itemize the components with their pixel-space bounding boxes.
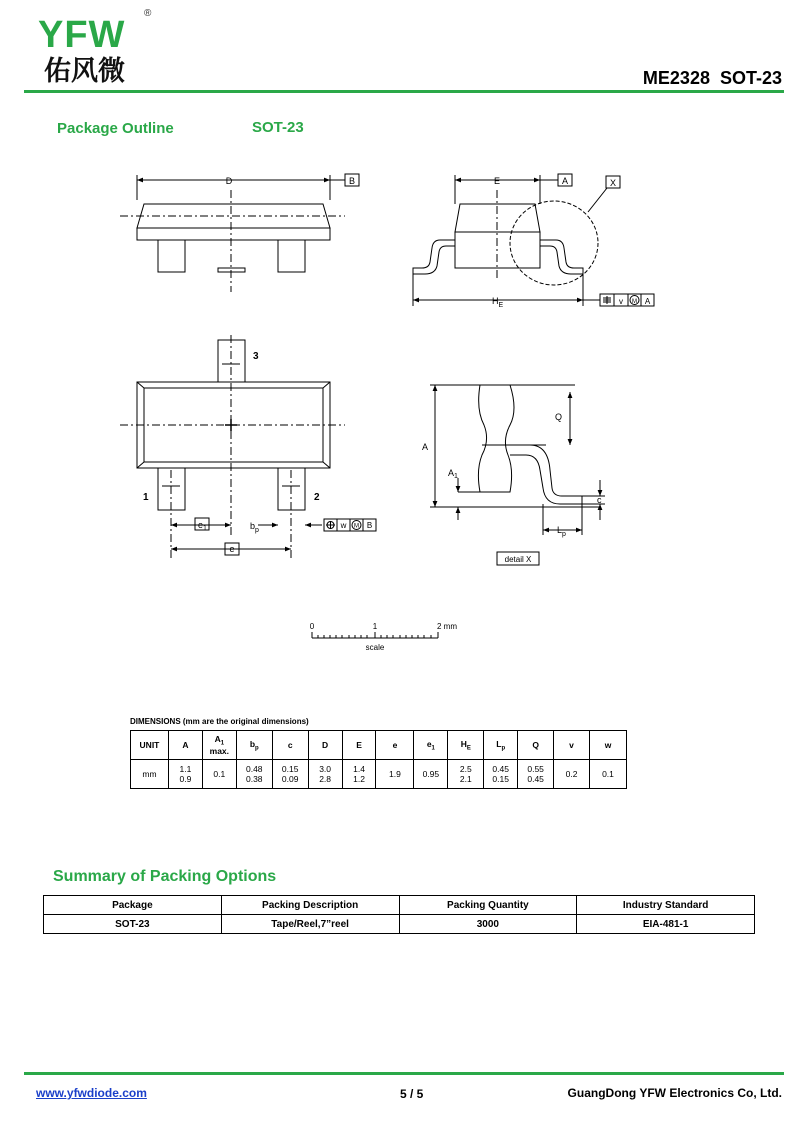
dimensions-value-row	[131, 760, 627, 789]
dim-value-cell	[272, 760, 308, 789]
dim-value-top: 0.15	[281, 764, 299, 774]
packing-header-cell: Packing Description	[221, 896, 399, 915]
dim-header-cell	[484, 731, 518, 760]
dim-header-main: c	[287, 740, 293, 750]
label-e1-sub: 1	[203, 525, 207, 532]
dim-header-cell	[236, 731, 272, 760]
dim-value-cell	[131, 760, 169, 789]
label-tol-A: A	[644, 297, 651, 306]
website-link[interactable]: www.yfwdiode.com	[36, 1086, 147, 1100]
pin-2-label: 2	[314, 492, 320, 503]
label-bp-sub: p	[255, 527, 259, 534]
logo-chinese: 佑风微	[44, 56, 125, 87]
label-e: e	[229, 544, 235, 554]
label-tol-B: B	[366, 521, 373, 530]
dim-value-bottom: 0.9	[179, 774, 192, 784]
page-number: 5 / 5	[400, 1087, 424, 1101]
end-view	[413, 174, 654, 306]
dim-value-top: 1.4	[353, 764, 365, 774]
label-tol-w: w	[340, 521, 347, 530]
logo	[38, 6, 158, 88]
packing-cell: 3000	[399, 915, 577, 934]
dim-value-cell	[168, 760, 202, 789]
dim-value-bottom: 0.09	[281, 774, 299, 784]
dim-value-cell	[484, 760, 518, 789]
label-Lp-sub: p	[562, 531, 566, 538]
label-HE-main: H	[492, 296, 499, 306]
dim-value-bottom: 0.15	[492, 774, 509, 784]
detail-x-label: detail X	[504, 555, 532, 564]
label-X: X	[609, 178, 617, 188]
dim-value-top: 0.2	[565, 769, 578, 779]
label-bp-main: b	[250, 521, 256, 531]
dim-header-main: e	[426, 738, 432, 749]
dim-header-cell	[518, 731, 554, 760]
dimensions-header-row	[131, 731, 627, 760]
dim-header-cell	[590, 731, 627, 760]
dim-header-main: b	[249, 738, 256, 749]
label-c: c	[597, 495, 602, 505]
label-D: D	[225, 176, 233, 186]
label-tol-M: M	[632, 299, 637, 305]
package-name: SOT-23	[252, 119, 304, 136]
label-A1	[448, 468, 458, 480]
label-B: B	[348, 176, 356, 186]
packing-header-cell: Package	[44, 896, 222, 915]
dim-header-cell	[272, 731, 308, 760]
dim-value-top: 0.95	[422, 769, 440, 779]
scale-tick-0: 0	[309, 622, 315, 631]
dim-value-top: 2.5	[459, 764, 472, 774]
top-view	[120, 335, 376, 560]
pin-3-label: 3	[253, 351, 259, 362]
dim-header-cell	[202, 731, 236, 760]
packing-title: Summary of Packing Options	[53, 868, 277, 885]
dim-value-cell	[342, 760, 376, 789]
label-A1-main: A	[448, 468, 455, 478]
label-tol-v: v	[619, 297, 623, 306]
dim-header-cell	[414, 731, 448, 760]
packing-cell: Tape/Reel,7”reel	[221, 915, 399, 934]
dim-value-bottom: 2.1	[459, 774, 472, 784]
dim-header-cell	[376, 731, 414, 760]
label-E: E	[493, 176, 501, 186]
label-HE-sub: E	[498, 302, 504, 309]
dim-value-cell	[554, 760, 590, 789]
dim-header-main: A	[214, 733, 221, 744]
label-bp	[250, 521, 259, 534]
dim-header-main: E	[356, 740, 362, 750]
dim-header-main: H	[460, 738, 467, 749]
label-A1-sub: 1	[454, 473, 458, 480]
dim-header-main: D	[322, 740, 329, 750]
dim-header-main: v	[569, 740, 574, 750]
dim-header-sub: p	[501, 745, 506, 752]
dim-value-cell	[202, 760, 236, 789]
dim-header-cell	[448, 731, 484, 760]
dim-value-bottom: 2.8	[319, 774, 332, 784]
dim-header-extra: max.	[209, 746, 230, 757]
dim-header-main: L	[496, 738, 502, 749]
scale-caption: scale	[365, 643, 385, 652]
dim-value-top: 0.45	[492, 764, 509, 774]
label-A-ref: A	[561, 176, 569, 186]
dim-value-bottom: 0.38	[245, 774, 263, 784]
dim-header-sub: 1	[220, 740, 225, 747]
dim-value-top: 0.55	[527, 764, 544, 774]
packing-row	[44, 915, 755, 934]
dimensions-title: DIMENSIONS (mm are the original dimensions)	[130, 717, 309, 726]
scale-tick-2: 2 mm	[437, 622, 457, 631]
dim-value-bottom: 1.2	[353, 774, 365, 784]
registered-mark: ®	[144, 8, 152, 19]
dim-value-top: 0.1	[213, 769, 226, 779]
side-view	[120, 174, 359, 292]
header-rule	[24, 90, 784, 93]
packing-cell: EIA-481-1	[577, 915, 755, 934]
dim-value-cell	[518, 760, 554, 789]
dim-value-top: mm	[142, 769, 157, 779]
dim-header-main: A	[182, 740, 189, 750]
dim-header-cell	[131, 731, 169, 760]
dim-header-cell	[342, 731, 376, 760]
dimensions-table	[130, 730, 627, 789]
dim-value-top: 1.9	[389, 769, 401, 779]
footer-rule	[24, 1072, 784, 1075]
dim-header-sub: 1	[431, 745, 435, 752]
label-Q: Q	[554, 412, 562, 422]
dim-value-cell	[376, 760, 414, 789]
dim-header-main: e	[392, 740, 398, 750]
dim-header-main: UNIT	[139, 740, 160, 750]
label-A: A	[421, 442, 428, 452]
dim-value-top: 0.1	[602, 769, 614, 779]
dim-header-main: w	[604, 740, 612, 750]
dim-header-cell	[554, 731, 590, 760]
pin-1-label: 1	[143, 492, 149, 503]
label-Lp-main: L	[557, 525, 563, 535]
package-outline-drawing	[0, 150, 800, 652]
scale-tick-1: 1	[372, 622, 378, 631]
package-outline-title: Package Outline	[57, 120, 174, 137]
dim-value-cell	[448, 760, 484, 789]
dim-header-cell	[168, 731, 202, 760]
dim-value-bottom: 0.45	[527, 774, 544, 784]
dim-header-main: Q	[532, 740, 539, 750]
part-title: ME2328 SOT-23	[642, 68, 782, 88]
dim-header-sub: p	[255, 745, 259, 752]
packing-cell: SOT-23	[44, 915, 222, 934]
dim-value-top: 0.48	[245, 764, 263, 774]
label-HE	[492, 296, 504, 309]
dim-header-sub: E	[466, 745, 471, 752]
packing-header-cell: Packing Quantity	[399, 896, 577, 915]
label-Lp	[557, 525, 566, 538]
label-e1-main: e	[198, 520, 204, 530]
dim-value-cell	[414, 760, 448, 789]
packing-header-cell: Industry Standard	[577, 896, 755, 915]
company-name: GuangDong YFW Electronics Co, Ltd.	[567, 1086, 782, 1100]
dim-value-top: 1.1	[179, 764, 192, 774]
dim-value-cell	[590, 760, 627, 789]
dim-value-cell	[236, 760, 272, 789]
dim-value-cell	[308, 760, 342, 789]
dim-header-cell	[308, 731, 342, 760]
logo-letters: YFW	[38, 14, 126, 56]
dim-value-top: 3.0	[319, 764, 332, 774]
packing-table	[43, 895, 755, 934]
label-tol-M2: M	[354, 523, 359, 530]
scale-bar	[312, 632, 438, 638]
packing-header-row	[44, 896, 755, 915]
